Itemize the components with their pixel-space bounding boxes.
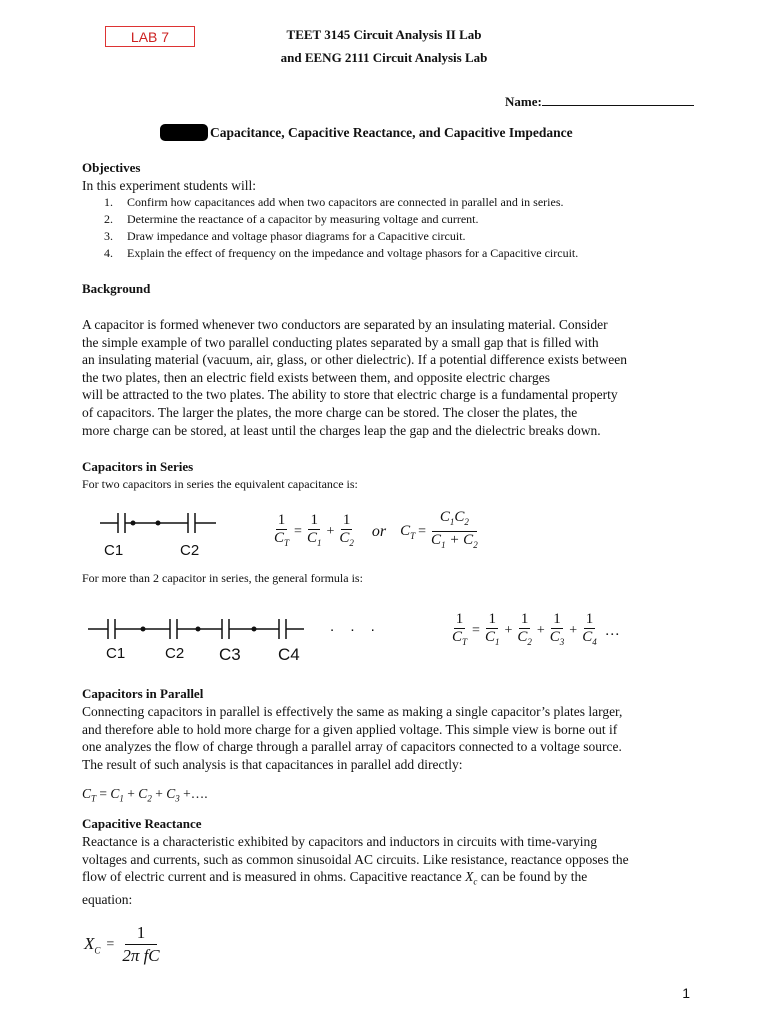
- document-title-row: [160, 124, 573, 141]
- label-c2: C2: [180, 542, 200, 559]
- parallel-paragraph: Connecting capacitors in parallel is effectively the same as making a single capacitor’s plates larger, and therefore able to hold more charge for a given applied voltage. This simple view is borne out if one analyzes the flow of charge through a parallel array of capacitors connected to a voltage source. The result of such analysis is that capacitances in parallel add directly:: [82, 704, 623, 772]
- series-heading: Capacitors in Series: [82, 459, 194, 474]
- series-two-capacitors-diagram: [96, 508, 226, 538]
- label-c1: C1: [106, 645, 126, 662]
- or-word: or: [371, 522, 387, 540]
- objective-item: 3. Draw impedance and voltage phasor diagrams for a Capacitive circuit.: [104, 229, 466, 243]
- label-c4: C4: [278, 645, 300, 664]
- objectives-intro: In this experiment students will:: [82, 178, 256, 193]
- redaction-block: [160, 124, 208, 141]
- series-two-formula: $\frac{1}{C_T}$ = $\frac{1}{C_1}$ + $\frac{1}{C_2}$ or $C_T$ = $\frac{C_1C_2}{C_1 + C_2}$: [274, 509, 478, 550]
- name-label: Name:: [505, 94, 542, 109]
- reactance-heading: Capacitive Reactance: [82, 816, 202, 831]
- objectives-heading: Objectives: [82, 160, 141, 175]
- ellipsis: . . .: [330, 618, 381, 635]
- objective-item: 2. Determine the reactance of a capacitor by measuring voltage and current.: [104, 212, 479, 226]
- parallel-formula: $C_T = C_1 + C_2 + C_3$ +….: [82, 786, 208, 804]
- course-title-line1: TEET 3145 Circuit Analysis II Lab: [286, 27, 482, 42]
- series-intro: For two capacitors in series the equivalent capacitance is:: [82, 477, 358, 491]
- objective-item: 1. Confirm how capacitances add when two capacitors are connected in parallel and in series.: [104, 195, 564, 209]
- page-number: 1: [682, 985, 690, 1001]
- series-general-formula: $\frac{1}{C_T}$ = $\frac{1}{C_1}$ + $\frac{1}{C_2}$ + $\frac{1}{C_3}$ + $\frac{1}{C_4}$ …: [452, 611, 620, 647]
- parallel-heading: Capacitors in Parallel: [82, 686, 204, 701]
- label-c3: C3: [219, 645, 241, 664]
- objective-item: 4. Explain the effect of frequency on the impedance and voltage phasors for a Capacitive circuit.: [104, 246, 579, 260]
- background-paragraph: A capacitor is formed whenever two conductors are separated by an insulating material. Consider the simple example of two parallel conducting plates separated by a small gap that is filled with an insulating material (vacuum, air, glass, or other dielectric). If a potential difference exists between the two plates, then an electric field exists between them, and opposite electric charges will be attracted to the two plates. The ability to store that electric charge is a fundamental property of capacitors. The larger the plates, the more charge can be stored. The closer the plates, the more charge can be stored, at least until the charges leap the gap and the dielectric breaks down.: [82, 317, 627, 438]
- series-more-intro: For more than 2 capacitor in series, the general formula is:: [82, 571, 363, 585]
- course-title-line2: and EENG 2111 Circuit Analysis Lab: [280, 50, 488, 65]
- reactance-paragraph: Reactance is a characteristic exhibited by capacitors and inductors in circuits with time-varying voltages and currents, such as common sinusoidal AC circuits. Like resistance, reactance opposes the flow of electric current and is measured in ohms. Capacitive reactance $X_c$ can be found by the equation:: [82, 834, 629, 908]
- label-c1: C1: [104, 542, 124, 559]
- series-four-capacitors-diagram: [86, 615, 336, 645]
- label-c2: C2: [165, 645, 185, 662]
- document-title: Capacitance, Capacitive Reactance, and Capacitive Impedance: [210, 124, 573, 140]
- background-heading: Background: [82, 281, 151, 296]
- name-field: [505, 93, 694, 110]
- objectives-list: [104, 194, 578, 262]
- lab-label: LAB 7: [130, 28, 170, 45]
- reactance-formula: $X_C$ = $\frac{1}{\text{2π fC}}$: [84, 923, 160, 965]
- name-blank-line: [542, 93, 694, 106]
- formula-dots: …: [604, 622, 620, 639]
